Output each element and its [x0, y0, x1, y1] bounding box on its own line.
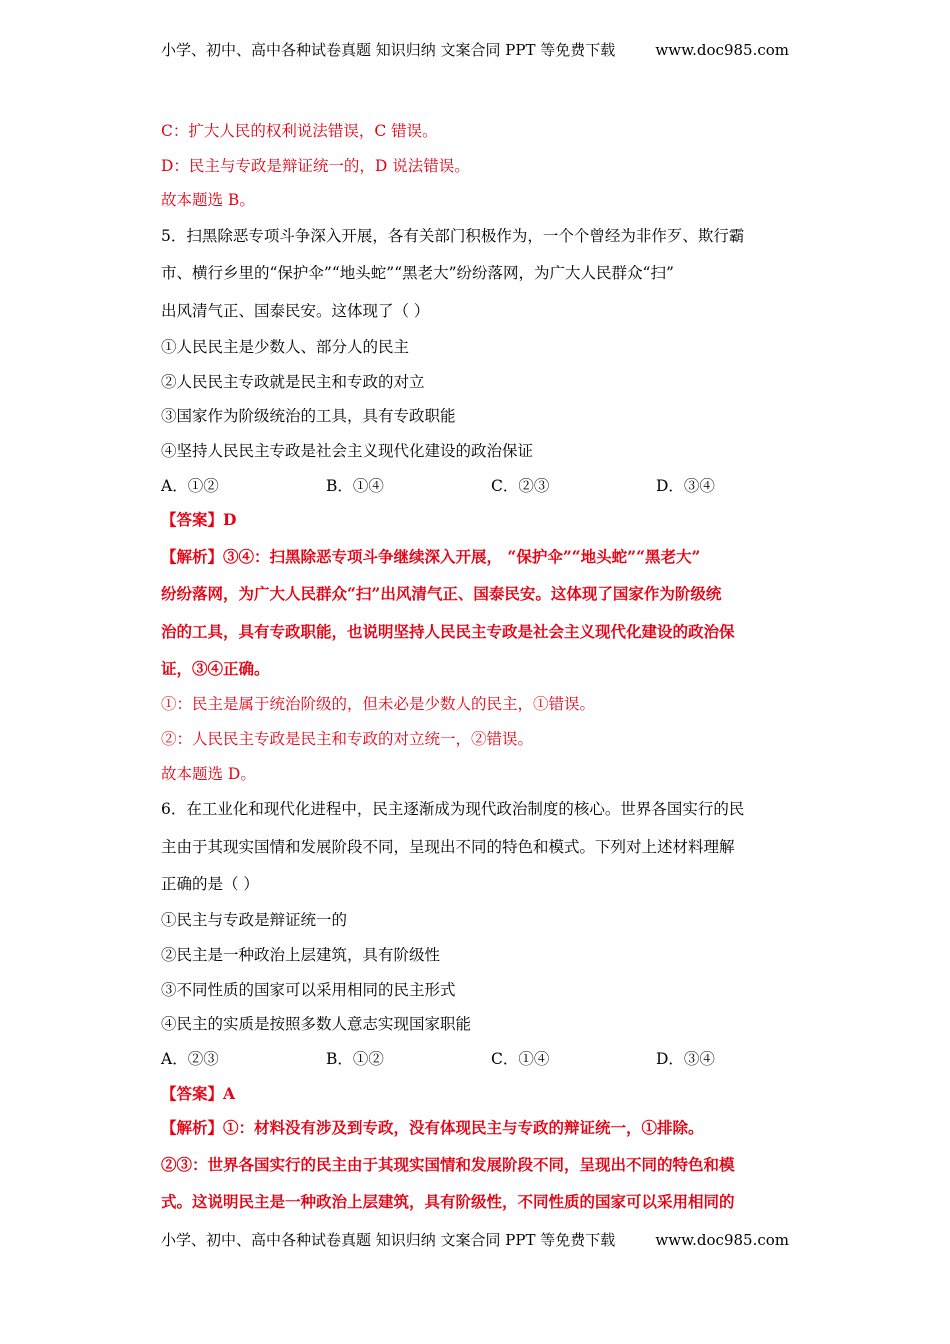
- q6-statement: ④民主的实质是按照多数人意志实现国家职能: [161, 1015, 472, 1034]
- page-header: [161, 38, 789, 62]
- q6-stem-line: 6．在工业化和现代化进程中，民主逐渐成为现代政治制度的核心。世界各国实行的民: [161, 800, 745, 819]
- q5-analysis-text: ③④：扫黑除恶专项斗争继续深入开展， “保护伞”“地头蛇”“黑老大”: [223, 547, 701, 567]
- prev-analysis-line: 故本题选 B。: [161, 191, 255, 210]
- q5-analysis-line: 证，③④正确。: [161, 658, 270, 678]
- q5-answer-value: D: [223, 510, 237, 530]
- q6-option-b: B．①②: [326, 1049, 384, 1068]
- footer-text: 小学、初中、高中各种试卷真题 知识归纳 文案合同 PPT 等免费下载: [161, 1231, 616, 1249]
- q5-options: [161, 469, 789, 504]
- q6-analysis-line: 式。这说明民主是一种政治上层建筑，具有阶级性，不同性质的国家可以采用相同的: [161, 1192, 735, 1212]
- q5-analysis-first: [161, 538, 789, 575]
- footer-url[interactable]: www.doc985.com: [655, 1231, 789, 1249]
- q6-answer-value: A: [223, 1083, 236, 1103]
- q6-option-d: D．③④: [656, 1049, 715, 1068]
- q5-statement: ②人民民主专政就是民主和专政的对立: [161, 372, 425, 391]
- q6-statement: ③不同性质的国家可以采用相同的民主形式: [161, 980, 456, 999]
- q5-option-a: A．①②: [161, 476, 219, 495]
- q5-analysis-extra: ①：民主是属于统治阶级的，但未必是少数人的民主，①错误。: [161, 695, 596, 714]
- q5-statement: ①人民民主是少数人、部分人的民主: [161, 337, 410, 356]
- q5-option-c: C．②③: [491, 476, 550, 495]
- q5-option-b: B．①④: [326, 476, 384, 495]
- q6-answer: [161, 1077, 789, 1112]
- q6-options: [161, 1042, 789, 1077]
- page-footer: [161, 1228, 789, 1252]
- q6-stem-line: 主由于其现实国情和发展阶段不同，呈现出不同的特色和模式。下列对上述材料理解: [161, 837, 735, 856]
- q5-analysis-line: 治的工具，具有专政职能，也说明坚持人民民主专政是社会主义现代化建设的政治保: [161, 621, 735, 641]
- q6-analysis-tag: 【解析】: [161, 1118, 224, 1138]
- q5-answer: [161, 503, 789, 538]
- q5-analysis-tag: 【解析】: [161, 547, 224, 567]
- q5-analysis-line: 纷纷落网，为广大人民群众“扫”出风清气正、国泰民安。这体现了国家作为阶级统: [161, 584, 722, 604]
- q6-option-c: C．①④: [491, 1049, 550, 1068]
- q6-analysis-line: ②③：世界各国实行的民主由于其现实国情和发展阶段不同，呈现出不同的特色和模: [161, 1155, 735, 1175]
- q5-stem-line: 5．扫黑除恶专项斗争深入开展，各有关部门积极作为，一个个曾经为非作歹、欺行霸: [161, 227, 745, 246]
- q5-stem-line: 出风清气正、国泰民安。这体现了（ ）: [161, 301, 430, 320]
- page-content: [161, 114, 789, 1221]
- q5-statement: ③国家作为阶级统治的工具，具有专政职能: [161, 407, 456, 426]
- q5-analysis-extra: 故本题选 D。: [161, 764, 256, 783]
- q5-stem-line: 市、横行乡里的“保护伞”“地头蛇”“黑老大”纷纷落网，为广大人民群众“扫”: [161, 264, 674, 283]
- q6-option-a: A．②③: [161, 1049, 219, 1068]
- q6-answer-tag: 【答案】: [161, 1083, 224, 1103]
- q6-statement: ①民主与专政是辩证统一的: [161, 911, 348, 930]
- q5-statement: ④坚持人民民主专政是社会主义现代化建设的政治保证: [161, 442, 534, 461]
- q5-option-d: D．③④: [656, 476, 715, 495]
- q6-analysis-text: ①：材料没有涉及到专政，没有体现民主与专政的辩证统一，①排除。: [223, 1118, 704, 1138]
- q6-statement: ②民主是一种政治上层建筑，具有阶级性: [161, 945, 441, 964]
- q6-stem-line: 正确的是（ ）: [161, 874, 259, 893]
- prev-analysis-line: C：扩大人民的权利说法错误，C 错误。: [161, 122, 438, 140]
- prev-analysis-line: D：民主与专政是辩证统一的，D 说法错误。: [161, 156, 470, 175]
- q5-analysis-extra: ②：人民民主专政是民主和专政的对立统一，②错误。: [161, 729, 534, 748]
- q5-answer-tag: 【答案】: [161, 510, 224, 530]
- header-text: 小学、初中、高中各种试卷真题 知识归纳 文案合同 PPT 等免费下载: [161, 41, 616, 59]
- header-url[interactable]: www.doc985.com: [655, 41, 789, 59]
- q6-analysis-first: [161, 1111, 789, 1146]
